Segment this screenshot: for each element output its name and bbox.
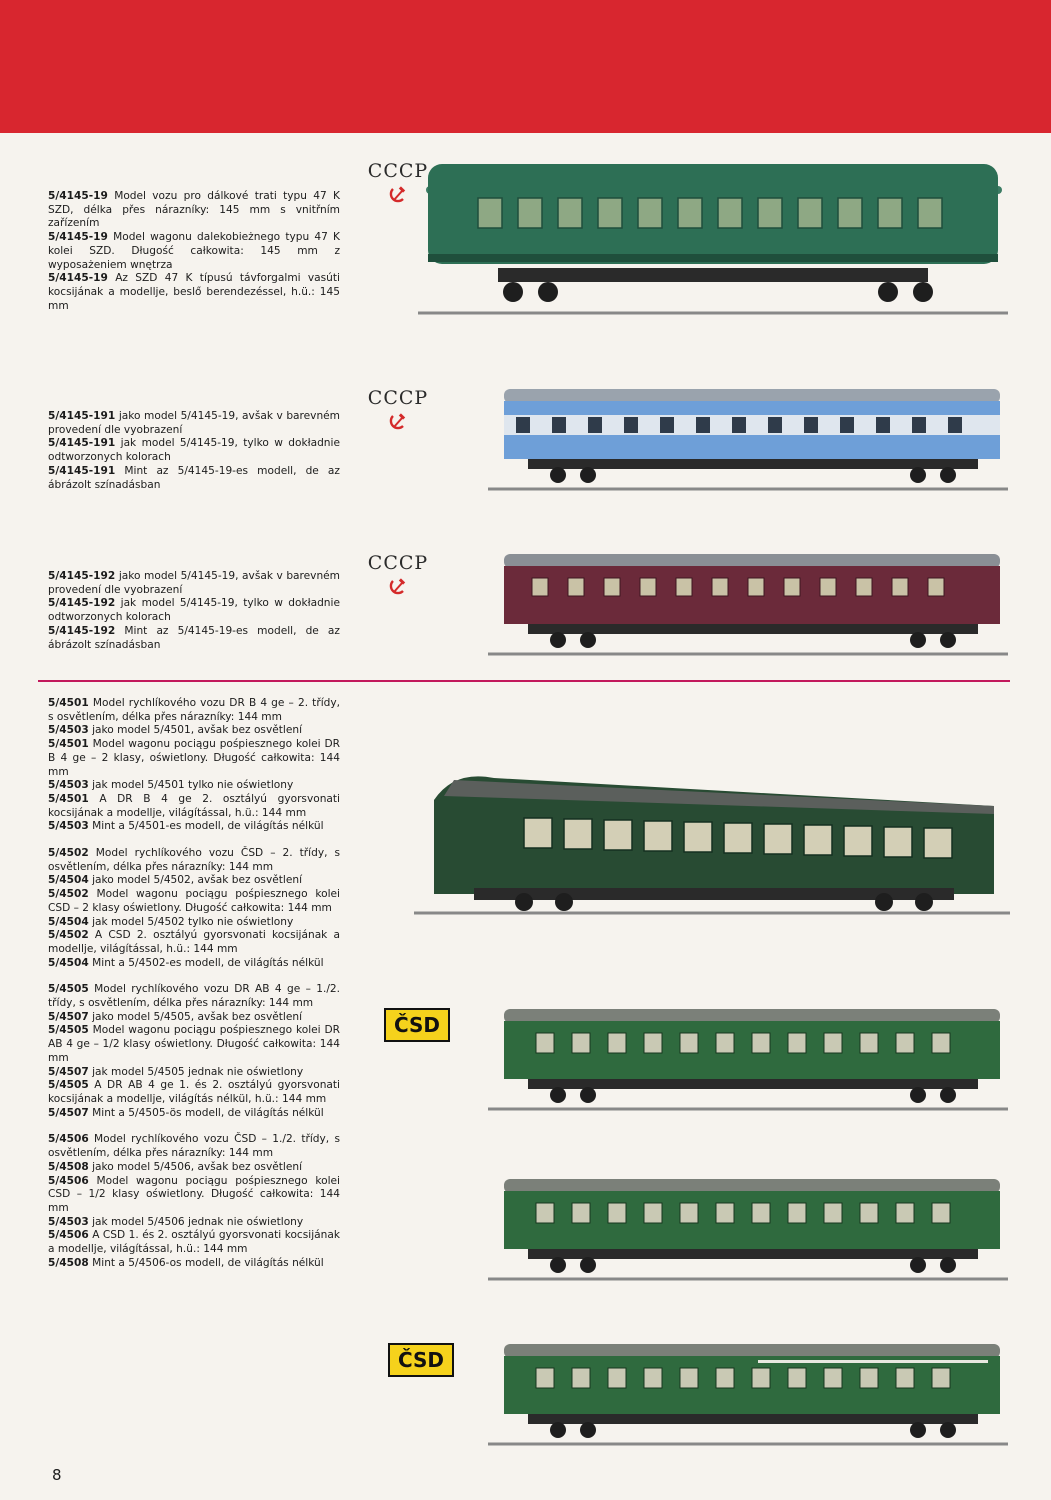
entry-code: 5/4501 — [48, 697, 89, 709]
entry-code: 5/4507 — [48, 1106, 89, 1119]
top-color-band — [0, 0, 1051, 133]
entry — [48, 410, 340, 437]
entry-text: Model rychlíkového vozu DR AB 4 ge – 1./2. třídy, s osvětlením, délka přes nárazníky: 144 mm — [48, 983, 340, 1010]
entry — [48, 1107, 340, 1121]
hammer-sickle-icon — [389, 578, 407, 596]
page-number: 8 — [52, 1466, 62, 1484]
entry-code: 5/4507 — [48, 1010, 89, 1023]
entry-text: Mint a 5/4506-os modell, de világítás nélkül — [92, 1256, 324, 1269]
entry-code: 5/4145-19 — [48, 272, 108, 285]
entry — [48, 231, 340, 272]
entry — [48, 779, 340, 793]
csd-badge: ČSD — [384, 1008, 450, 1042]
entry-code: 5/4145-191 — [48, 464, 116, 477]
entry — [48, 1257, 340, 1271]
entry — [48, 820, 340, 834]
text-block-5-4145-19 — [48, 190, 340, 313]
train-car-csd-green — [488, 1005, 1008, 1115]
group-gap — [48, 1120, 340, 1133]
entry-code: 5/4501 — [48, 738, 89, 751]
entry-code: 5/4504 — [48, 956, 89, 969]
hammer-sickle-icon — [389, 186, 407, 204]
entry-code: 5/4505 — [48, 983, 89, 996]
entry-code: 5/4502 — [48, 929, 89, 942]
entry — [48, 1066, 340, 1080]
cccp-mark — [358, 552, 438, 596]
text-block-5-4145-192 — [48, 570, 340, 652]
entry-text: Model rychlíkového vozu ČSD – 2. třídy, s osvětlením, délka přes nárazníky: 144 mm — [48, 847, 340, 873]
section-divider — [38, 680, 1010, 682]
entry-code: 5/4503 — [48, 779, 89, 792]
entry-text: Mint a 5/4501-es modell, de világítás nélkül — [92, 820, 324, 833]
entry-text: jako model 5/4505, avšak bez osvětlení — [92, 1010, 303, 1023]
entry — [48, 1229, 340, 1256]
entry — [48, 929, 340, 956]
group-gap — [48, 970, 340, 983]
entry-text: jako model 5/4145-19, avšak v barevném provedení dle vyobrazení — [48, 410, 341, 436]
entry-text: Mint a 5/4502-es modell, de világítás nélkül — [92, 956, 324, 969]
entry — [48, 437, 340, 464]
entry — [48, 272, 340, 313]
entry-code: 5/4503 — [48, 820, 89, 833]
hammer-sickle-icon — [389, 413, 407, 431]
entry — [48, 738, 340, 779]
train-car-dr-b4ge — [414, 770, 1010, 920]
entry-text: jako model 5/4501, avšak bez osvětlení — [92, 724, 303, 737]
entry — [48, 190, 340, 231]
entry-text: Model rychlíkového vozu DR B 4 ge – 2. třídy, s osvětlením, délka přes nárazníky: 144 mm — [48, 697, 340, 723]
entry-code: 5/4508 — [48, 1160, 89, 1173]
entry-code: 5/4145-19 — [48, 231, 108, 244]
entry — [48, 957, 340, 971]
entry — [48, 597, 340, 624]
train-car-dr-ab4ge — [488, 1175, 1008, 1285]
cccp-label: CCCP — [367, 552, 429, 574]
entry-text: A DR AB 4 ge 1. és 2. osztályú gyorsvonati kocsijának a modellje, világítás nélkül, h.ü.: 144 mm — [48, 1079, 341, 1105]
entry-text: Model vozu pro dálkové trati typu 47 K SZD, délka přes nárazníky: 145 mm s vnitřním zařízením — [48, 190, 341, 230]
entry-code: 5/4501 — [48, 792, 89, 805]
entry-text: Az SZD 47 K típusú távforgalmi vasúti kocsijának a modellje, beslő berendezéssel, h.ü.: 145 mm — [48, 272, 340, 312]
entry-text: Model wagonu pociągu pośpiesznego kolei CSD – 1/2 klasy oświetlony. Długość całkowita: 144 mm — [48, 1174, 341, 1214]
entry — [48, 697, 340, 724]
entry — [48, 1161, 340, 1175]
entry-text: Model wagonu dalekobieżnego typu 47 K kolei SZD. Długość całkowita: 145 mm z wyposażeniem wnętrza — [48, 231, 341, 271]
cccp-mark — [358, 387, 438, 431]
entry-text: Mint az 5/4145-19-es modell, de az ábrázolt színadásban — [48, 464, 340, 491]
entry — [48, 570, 340, 597]
entry-text: jak model 5/4505 jednak nie oświetlony — [92, 1065, 304, 1078]
entry — [48, 847, 340, 874]
entry-text: jak model 5/4502 tylko nie oświetlony — [92, 915, 294, 928]
entry-code: 5/4145-192 — [48, 597, 116, 610]
entry — [48, 625, 340, 652]
train-car-sovet-green — [418, 158, 1008, 318]
entry-text: Model rychlíkového vozu ČSD – 1./2. třídy, s osvětlením, délka přes nárazníky: 144 mm — [48, 1133, 340, 1160]
entry — [48, 888, 340, 915]
group-gap — [48, 834, 340, 847]
entry-text: jak model 5/4145-19, tylko w dokładnie odtworzonych kolorach — [48, 597, 340, 624]
entry — [48, 983, 340, 1010]
entry-code: 5/4145-191 — [48, 410, 116, 422]
entry-code: 5/4506 — [48, 1229, 89, 1242]
entry — [48, 916, 340, 930]
entry-code: 5/4505 — [48, 1024, 89, 1037]
csd-badge: ČSD — [388, 1343, 454, 1377]
entry — [48, 1216, 340, 1230]
entry-text: Mint a 5/4505-ös modell, de világítás nélkül — [92, 1106, 324, 1119]
entry-text: Model wagonu pociągu pośpiesznego kolei DR B 4 ge – 2 klasy, oświetlony. Długość całkowita: 144 mm — [48, 738, 340, 778]
train-car-sovet-blue — [488, 385, 1008, 495]
text-block-5-4145-191 — [48, 410, 340, 492]
entry-code: 5/4507 — [48, 1065, 89, 1078]
entry-code: 5/4502 — [48, 888, 89, 901]
entry-text: A CSD 1. és 2. osztályú gyorsvonati kocsijának a modellje, világítással, h.ü.: 144 mm — [48, 1229, 340, 1256]
entry-text: A DR B 4 ge 2. osztályú gyorsvonati kocsijának a modellje, világítással, h.ü.: 144 mm — [48, 792, 340, 819]
entry-text: Model wagonu pociągu pośpiesznego kolei CSD – 2 klasy oświetlony. Długość całkowita: 144 mm — [48, 888, 341, 914]
entry-text: A CSD 2. osztályú gyorsvonati kocsijának a modellje, világítással, h.ü.: 144 mm — [48, 929, 340, 955]
entry-code: 5/4145-192 — [48, 570, 116, 582]
text-block-dr-csd — [48, 697, 340, 1270]
entry-text: jak model 5/4145-19, tylko w dokładnie odtworzonych kolorach — [48, 437, 340, 464]
entry-code: 5/4506 — [48, 1174, 89, 1187]
entry-code: 5/4503 — [48, 1215, 89, 1228]
cccp-label: CCCP — [367, 387, 429, 409]
entry — [48, 465, 340, 492]
entry-text: jak model 5/4501 tylko nie oświetlony — [92, 779, 294, 792]
entry — [48, 1079, 340, 1106]
entry — [48, 724, 340, 738]
entry-code: 5/4506 — [48, 1133, 89, 1146]
train-car-sovet-maroon — [488, 550, 1008, 660]
entry-text: Model wagonu pociągu pośpiesznego kolei DR AB 4 ge – 1/2 klasy oświetlony. Długość całkowita: 144 mm — [48, 1024, 340, 1064]
entry — [48, 1024, 340, 1065]
entry — [48, 1175, 340, 1216]
entry — [48, 793, 340, 820]
entry — [48, 1133, 340, 1160]
cccp-label: CCCP — [367, 160, 429, 182]
entry-code: 5/4504 — [48, 915, 89, 928]
entry-code: 5/4145-19 — [48, 190, 108, 202]
entry — [48, 1011, 340, 1025]
entry-code: 5/4145-192 — [48, 624, 116, 637]
entry-code: 5/4504 — [48, 874, 89, 887]
entry-text: jako model 5/4502, avšak bez osvětlení — [92, 874, 303, 887]
entry-text: jako model 5/4506, avšak bez osvětlení — [92, 1160, 303, 1173]
entry-code: 5/4502 — [48, 847, 89, 860]
train-car-csd-ab — [488, 1340, 1008, 1450]
entry-code: 5/4508 — [48, 1256, 89, 1269]
entry-text: jako model 5/4145-19, avšak v barevném provedení dle vyobrazení — [48, 570, 341, 596]
entry-code: 5/4505 — [48, 1079, 89, 1092]
entry-code: 5/4503 — [48, 724, 89, 737]
entry-code: 5/4145-191 — [48, 437, 116, 450]
entry — [48, 874, 340, 888]
entry-text: Mint az 5/4145-19-es modell, de az ábrázolt színadásban — [48, 624, 340, 651]
entry-text: jak model 5/4506 jednak nie oświetlony — [92, 1215, 304, 1228]
